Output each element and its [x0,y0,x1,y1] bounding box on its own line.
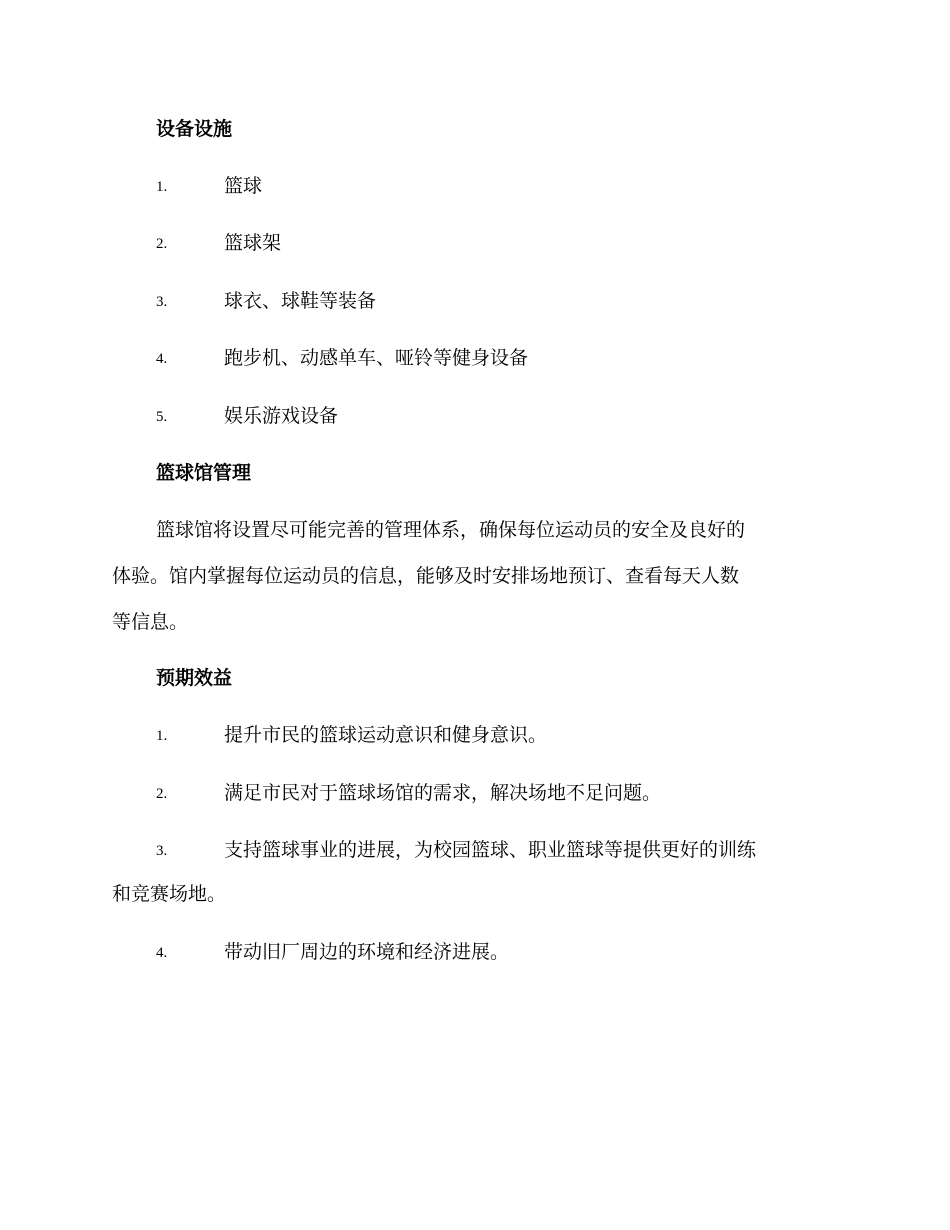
list-text: 篮球 [224,175,263,197]
list-number: 1. [156,728,168,744]
section-heading-equipment: 设备设施 [156,118,233,140]
list-text: 支持篮球事业的进展，为校园篮球、职业篮球等提供更好的训练 [224,839,757,861]
list-number: 5. [156,409,168,425]
list-number: 1. [156,179,168,195]
list-text: 篮球架 [224,232,282,254]
paragraph-line: 体验。馆内掌握每位运动员的信息，能够及时安排场地预订、查看每天人数 [112,565,740,587]
list-text: 娱乐游戏设备 [224,405,339,427]
list-number: 3. [156,843,168,859]
list-number: 4. [156,945,168,961]
list-text: 提升市民的篮球运动意识和健身意识。 [224,724,548,746]
list-item-continuation: 和竞赛场地。 [112,883,227,905]
paragraph-line: 等信息。 [112,611,189,633]
list-text: 跑步机、动感单车、哑铃等健身设备 [224,347,529,369]
section-heading-management: 篮球馆管理 [156,462,252,484]
list-text: 带动旧厂周边的环境和经济进展。 [224,941,510,963]
paragraph-line: 篮球馆将设置尽可能完善的管理体系，确保每位运动员的安全及良好的 [156,519,746,541]
management-paragraph [112,507,832,645]
list-number: 4. [156,351,168,367]
list-number: 3. [156,294,168,310]
list-number: 2. [156,786,168,802]
list-number: 2. [156,236,168,252]
list-text: 满足市民对于篮球场馆的需求，解决场地不足问题。 [224,782,662,804]
section-heading-benefits: 预期效益 [156,667,233,689]
list-text: 球衣、球鞋等装备 [224,290,377,312]
